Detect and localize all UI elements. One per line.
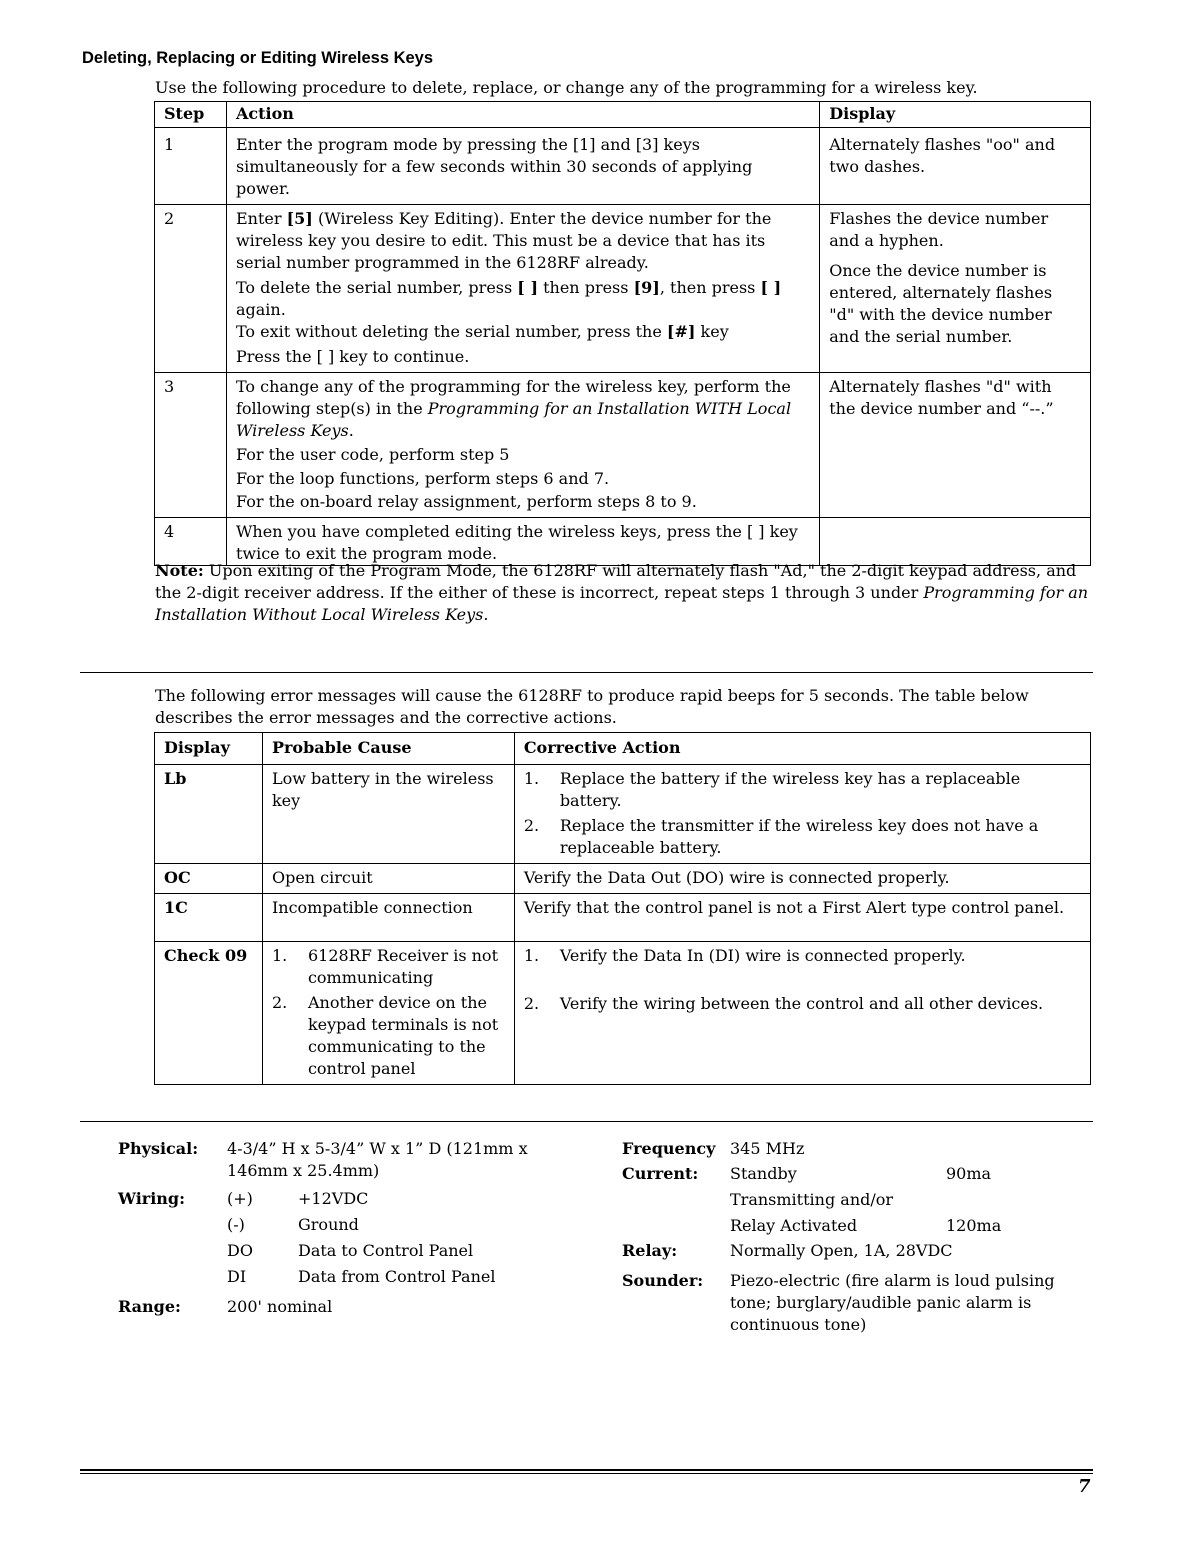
col-header-display: Display <box>155 733 263 765</box>
table-row <box>155 128 1091 205</box>
col-header-cause: Probable Cause <box>262 733 514 765</box>
error-code: 1C <box>155 894 263 942</box>
spec-label-current: Current: <box>622 1164 699 1183</box>
list-item: 1. 6128RF Receiver is not communicating <box>271 946 498 987</box>
col-header-action: Corrective Action <box>514 733 1090 765</box>
intro-text-errors: The following error messages will cause the 6128RF to produce rapid beeps for 5 seconds. The table below describes the error messages and the corrective actions. <box>155 686 1029 727</box>
probable-cause: Open circuit <box>262 864 514 894</box>
table-row <box>155 205 1091 373</box>
step-display: Flashes the device number and a hyphen. Once the device number is entered, alternately flashes "d" with the device number and the serial number. <box>820 205 1091 373</box>
step-number: 2 <box>155 205 227 373</box>
step-number: 4 <box>155 518 227 566</box>
section-title: Deleting, Replacing or Editing Wireless Keys <box>82 49 434 67</box>
spec-label-sounder: Sounder: <box>622 1271 704 1290</box>
footer-divider <box>80 1473 1093 1474</box>
current-value: 90ma <box>946 1164 992 1183</box>
wiring-desc: Data to Control Panel <box>298 1241 474 1260</box>
current-mode: Relay Activated <box>730 1216 858 1235</box>
spec-value-physical: 4-3/4” H x 5-3/4” W x 1” D (121mm x 146mm x 25.4mm) <box>227 1139 528 1180</box>
table-row <box>155 373 1091 518</box>
spec-label-range: Range: <box>118 1297 181 1316</box>
error-table <box>154 732 1091 1085</box>
step-display: Alternately flashes "oo" and two dashes. <box>820 128 1091 205</box>
page-number: 7 <box>1078 1476 1091 1497</box>
corrective-action: Verify that the control panel is not a First Alert type control panel. <box>514 894 1090 942</box>
probable-cause: Incompatible connection <box>262 894 514 942</box>
spec-label-wiring: Wiring: <box>118 1189 185 1208</box>
list-item: 1. Replace the battery if the wireless key has a replaceable battery. <box>523 769 1021 810</box>
spec-label-relay: Relay: <box>622 1241 678 1260</box>
note-paragraph: Note: Upon exiting of the Program Mode, the 6128RF will alternately flash "Ad," the 2-digit keypad address, and the 2-digit receiver address. If the either of these is incorrect, repeat steps 1 through 3 under Programming for an Installation Without Local Wireless Keys. <box>155 561 1089 624</box>
note-label: Note: <box>155 561 204 580</box>
probable-cause <box>262 942 514 1085</box>
table-row <box>155 518 1091 566</box>
table-row <box>155 894 1091 942</box>
current-mode: Transmitting and/or <box>730 1190 894 1209</box>
spec-value-sounder: Piezo-electric (fire alarm is loud pulsing tone; burglary/audible panic alarm is continuous tone) <box>730 1271 1055 1334</box>
divider <box>80 672 1093 673</box>
spec-value-frequency: 345 MHz <box>730 1139 805 1158</box>
table-row <box>155 765 1091 864</box>
step-display: Alternately flashes "d" with the device number and “--.” <box>820 373 1091 518</box>
corrective-action: Verify the Data Out (DO) wire is connected properly. <box>514 864 1090 894</box>
table-header-row <box>155 102 1091 128</box>
spec-value-relay: Normally Open, 1A, 28VDC <box>730 1241 953 1260</box>
current-mode: Standby <box>730 1164 797 1183</box>
divider <box>80 1121 1093 1122</box>
col-header-display: Display <box>820 102 1091 128</box>
wiring-desc: Ground <box>298 1215 359 1234</box>
footer-divider <box>80 1469 1093 1471</box>
wiring-desc: +12VDC <box>298 1189 369 1208</box>
wiring-term: (-) <box>227 1215 245 1234</box>
error-code: OC <box>155 864 263 894</box>
list-item: 2. Replace the transmitter if the wireless key does not have a replaceable battery. <box>523 816 1039 857</box>
step-action: Enter the program mode by pressing the [1] and [3] keys simultaneously for a few seconds within 30 seconds of applying power. <box>226 128 819 205</box>
col-header-step: Step <box>155 102 227 128</box>
step-action: Enter [5] (Wireless Key Editing). Enter the device number for the wireless key you desire to edit. This must be a device that has its serial number programmed in the 6128RF already. To delete the serial number, press [ ] then press [9], then press [ ] again. To exit without deleting the serial number, press the [#] key Press the [ ] key to continue. <box>226 205 819 373</box>
table-row <box>155 942 1091 1085</box>
intro-text: Use the following procedure to delete, replace, or change any of the programming for a wireless key. <box>155 78 978 97</box>
table-row <box>155 864 1091 894</box>
spec-label-physical: Physical: <box>118 1139 199 1158</box>
col-header-action: Action <box>226 102 819 128</box>
corrective-action <box>514 765 1090 864</box>
list-item: 2. Another device on the keypad terminals is not communicating to the control panel <box>271 993 499 1078</box>
wiring-term: DO <box>227 1241 253 1260</box>
error-code: Check 09 <box>155 942 263 1085</box>
step-action: To change any of the programming for the wireless key, perform the following step(s) in the Programming for an Installation WITH Local Wireless Keys. For the user code, perform step 5 For the loop functions, perform steps 6 and 7. For the on-board relay assignment, perform steps 8 to 9. <box>226 373 819 518</box>
probable-cause: Low battery in the wireless key <box>262 765 514 864</box>
spec-value-range: 200' nominal <box>227 1297 333 1316</box>
step-display <box>820 518 1091 566</box>
procedure-table <box>154 101 1091 566</box>
step-action: When you have completed editing the wireless keys, press the [ ] key twice to exit the program mode. <box>226 518 819 566</box>
error-code: Lb <box>155 765 263 864</box>
step-number: 3 <box>155 373 227 518</box>
current-value: 120ma <box>946 1216 1002 1235</box>
step-number: 1 <box>155 128 227 205</box>
table-header-row <box>155 733 1091 765</box>
spec-label-frequency: Frequency <box>622 1139 716 1158</box>
wiring-desc: Data from Control Panel <box>298 1267 496 1286</box>
corrective-action <box>514 942 1090 1085</box>
list-item: 2. Verify the wiring between the control and all other devices. <box>523 994 1044 1013</box>
list-item: 1. Verify the Data In (DI) wire is connected properly. <box>523 946 966 965</box>
wiring-term: (+) <box>227 1189 253 1208</box>
wiring-term: DI <box>227 1267 247 1286</box>
